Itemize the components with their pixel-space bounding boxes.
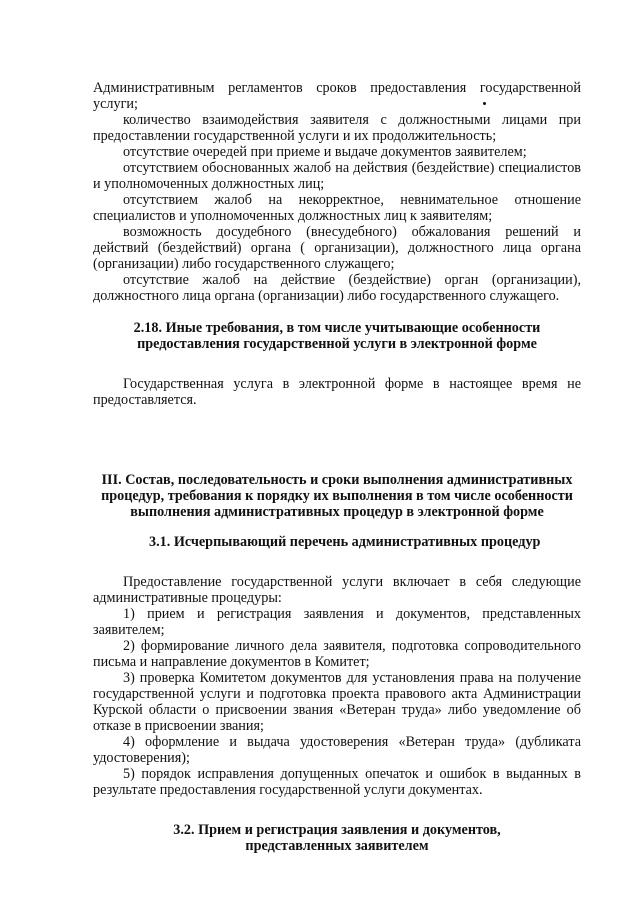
procedure-item-1: 1) прием и регистрация заявления и документов, представленных заявителем;	[93, 606, 581, 638]
paragraph-interaction-count: количество взаимодействия заявителя с должностными лицами при предоставлении государственной услуги и их продолжительность;	[93, 112, 581, 144]
procedure-item-2: 2) формирование личного дела заявителя, подготовка сопроводительного письма и направление документов в Комитет;	[93, 638, 581, 670]
paragraph-procedures-intro: Предоставление государственной услуги включает в себя следующие административные процедуры:	[93, 574, 581, 606]
section-2-18-heading: 2.18. Иные требования, в том числе учитывающие особенности предоставления государственной услуги в электронной форме	[133, 320, 541, 352]
procedure-item-4: 4) оформление и выдача удостоверения «Ветеран труда» (дубликата удостоверения);	[93, 734, 581, 766]
procedure-item-5: 5) порядок исправления допущенных опечаток и ошибок в выданных в результате предоставления государственной услуги документах.	[93, 766, 581, 798]
paragraph-no-incorrect-attitude: отсутствием жалоб на некорректное, невнимательное отношение специалистов и уполномоченных должностных лиц к заявителям;	[93, 192, 581, 224]
paragraph-no-complaints-on-actions: отсутствие жалоб на действие (бездействие) орган (организации), должностного лица органа (организации) либо государственного служащего.	[93, 272, 581, 304]
paragraph-no-queues: отсутствие очередей при приеме и выдаче документов заявителем;	[123, 144, 527, 160]
paragraph-regulation-terms: Административным регламентов сроков предоставления государственной услуги;	[93, 80, 581, 112]
paragraph-no-justified-complaints: отсутствием обоснованных жалоб на действия (бездействие) специалистов и уполномоченных должностных лиц;	[93, 160, 581, 192]
section-3-heading: III. Состав, последовательность и сроки выполнения административных процедур, требования к порядку их выполнения в том числе особенности выполнения административных процедур в электронной форме	[101, 472, 573, 520]
paragraph-electronic-form: Государственная услуга в электронной форме в настоящее время не предоставляется.	[93, 376, 581, 408]
section-3-1-heading: 3.1. Исчерпывающий перечень административных процедур	[149, 534, 541, 550]
procedure-item-3: 3) проверка Комитетом документов для установления права на получение государственной услуги и подготовка проекта правового акта Администрации Курской области о присвоении звания «Ветеран труда» либо уведомление об отказе в присвоении звания;	[93, 670, 581, 734]
paragraph-pretrial-appeal: возможность досудебного (внесудебного) обжалования решений и действий (бездействий) органа ( организации), должностного лица органа (организации) либо государственного служащего;	[93, 224, 581, 272]
section-3-2-heading: 3.2. Прием и регистрация заявления и документов, представленных заявителем	[173, 822, 501, 854]
document-page	[93, 80, 581, 854]
